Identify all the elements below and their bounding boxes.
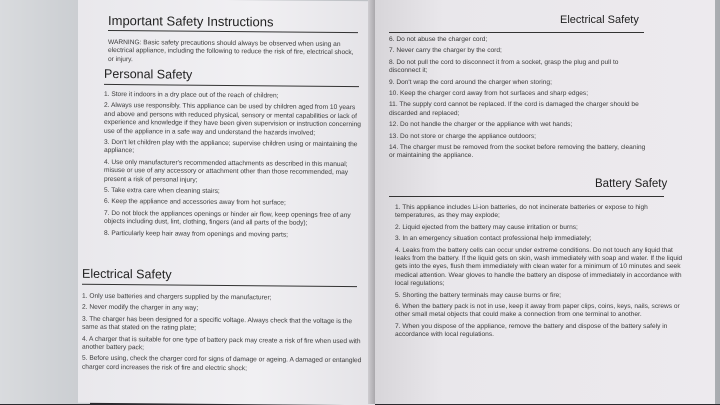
personal-safety-heading: Personal Safety xyxy=(104,67,359,87)
list-item: 13. Do not store or charge the appliance outdoors; xyxy=(389,132,536,140)
list-item: 7. When you dispose of the appliance, remove the battery and dispose of the battery safely in accordance with local regulations. xyxy=(395,322,668,339)
heading-rule xyxy=(389,196,664,197)
electrical-safety-list-continued xyxy=(389,36,647,164)
warning-text: WARNING: Basic safety precautions should always be observed when using an electrical appliance, including the following to reduce the risk of fire, electrical shock, or injury. xyxy=(108,38,354,63)
list-item: 4. A charger that is suitable for one type of battery pack may create a risk of fire when used with another battery pack; xyxy=(82,335,361,352)
right-page xyxy=(375,0,715,404)
list-item: 6. Do not abuse the charger cord; xyxy=(389,36,488,43)
battery-safety-list xyxy=(395,204,685,343)
list-item: 3. The charger has been designed for a specific voltage. Always check that the voltage is the same as that stated on the rating plate; xyxy=(82,315,353,332)
list-item: 14. The charger must be removed from the socket before removing the battery, cleaning or maintaining the appliance. xyxy=(389,144,646,160)
page-title: Important Safety Instructions xyxy=(108,13,358,33)
list-item: 3. In an emergency situation contact professional help immediately; xyxy=(395,235,592,243)
list-item: 8. Particularly keep hair away from openings and moving parts; xyxy=(104,229,288,239)
heading-rule xyxy=(389,32,644,33)
list-item: 6. Keep the appliance and accessories away from hot surface; xyxy=(104,198,286,207)
personal-safety-list xyxy=(104,91,362,243)
list-item: 7. Never carry the charger by the cord; xyxy=(389,47,502,55)
list-item: 5. Before using, check the charger cord for signs of damage or ageing. A damaged or entangled charger cord increases the risk of fire and electric shock; xyxy=(82,355,362,373)
electrical-safety-heading: Electrical Safety xyxy=(82,267,357,287)
list-item: 8. Do not pull the cord to disconnect it from a socket, grasp the plug and pull to disconnect it; xyxy=(389,58,619,75)
list-item: 2. Never modify the charger in any way; xyxy=(82,304,199,313)
desk-left-surface xyxy=(0,0,90,404)
list-item: 2. Liquid ejected from the battery may cause irritation or burns; xyxy=(395,223,578,231)
list-item: 9. Don't wrap the cord around the charger when storing; xyxy=(389,78,552,86)
list-item: 11. The supply cord cannot be replaced. If the cord is damaged the charger should be discarded and replaced; xyxy=(389,101,639,117)
list-item: 7. Do not block the appliances openings or hinder air flow, keep openings free of any objects including dust, lint, clothing, fingers (and all parts of the body); xyxy=(104,209,351,227)
list-item: 5. Shorting the battery terminals may cause burns or fire; xyxy=(395,291,562,299)
list-item: 6. When the battery pack is not in use, keep it away from paper clips, coins, keys, nails, screws or other small metal objects that could make a connection from one terminal to another. xyxy=(395,303,680,319)
list-item: 1. This appliance includes Li-ion batteries, do not incinerate batteries or expose to high temperatures, as they may explode; xyxy=(395,204,648,220)
electrical-safety-list xyxy=(82,293,362,378)
list-item: 2. Always use responsibly. This appliance can be used by children aged from 10 years and above and persons with reduced physical, sensory or mental capabilities or lack of experience and knowledge if they have been given supervision or instruction concerning use of the appliance in a safe way and understand the hazards involved; xyxy=(104,102,361,137)
left-page xyxy=(78,0,375,405)
electrical-safety-heading-continued: Electrical Safety xyxy=(560,14,639,26)
list-item: 12. Do not handle the charger or the appliance with wet hands; xyxy=(389,121,573,129)
list-item: 1. Store it indoors in a dry place out of the reach of children; xyxy=(104,90,279,100)
list-item: 1. Only use batteries and chargers supplied by the manufacturer; xyxy=(82,292,272,302)
list-item: 5. Take extra care when cleaning stairs; xyxy=(104,186,220,196)
list-item: 3. Don't let children play with the appliance; supervise children using or maintaining the appliance; xyxy=(104,138,358,155)
battery-safety-heading: Battery Safety xyxy=(595,178,668,190)
list-item: 4. Use only manufacturer's recommended attachments as described in this manual; misuse or use of any accessory or attachment other than those recommended, may present a risk of personal injury; xyxy=(104,158,349,184)
list-item: 10. Keep the charger cord away from hot surfaces and sharp edges; xyxy=(389,90,589,98)
list-item: 4. Leaks from the battery cells can occur under extreme conditions. Do not touch any liquid that leaks from the battery. If the liquid gets on skin, wash immediately with soap and water. If the liquid gets into the eyes, flush them immediately with clean water for a minimum of 10 minutes and seek medical attention. Wear gloves to handle the battery an dispose of immediately in accordance with local regulations; xyxy=(395,246,683,288)
